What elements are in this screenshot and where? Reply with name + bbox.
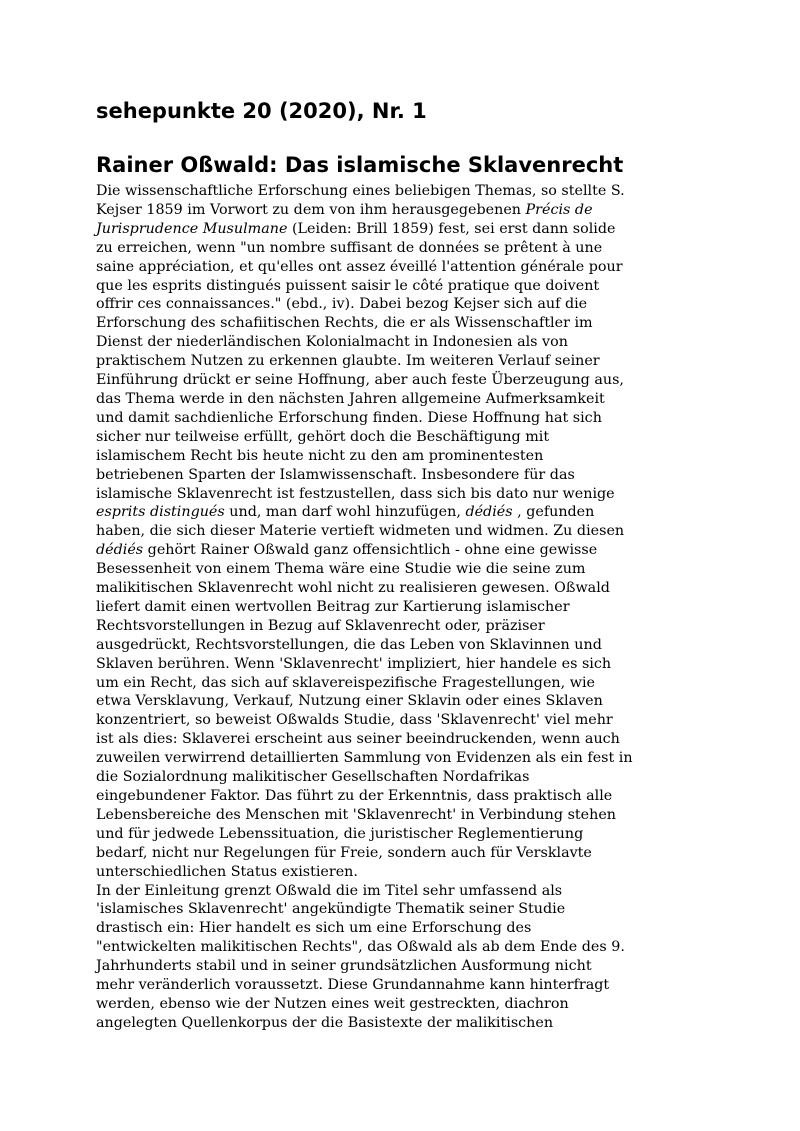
text-segment: islamische Sklavenrecht ist festzustellen, dass sich bis dato nur wenige — [96, 485, 615, 502]
text-segment: und, man darf wohl hinzufügen, — [224, 504, 466, 521]
body-line — [96, 333, 716, 352]
body-line — [96, 674, 716, 693]
body-line — [96, 447, 716, 466]
text-segment: Sklaven berühren. Wenn 'Sklavenrecht' impliziert, hier handele es sich — [96, 655, 612, 672]
text-segment: liefert damit einen wertvollen Beitrag zur Kartierung islamischer — [96, 598, 570, 615]
body-line — [96, 409, 716, 428]
text-segment: die Sozialordnung malikitischer Gesellschaften Nordafrikas — [96, 769, 530, 786]
body-line — [96, 806, 716, 825]
body-line — [96, 201, 716, 220]
body-line — [96, 258, 716, 277]
italic-segment: dédiés — [465, 504, 513, 521]
text-segment: Besessenheit von einem Thema wäre eine Studie wie die seine zum — [96, 561, 586, 578]
body-line — [96, 636, 716, 655]
text-segment: zu erreichen, wenn "un nombre suffisant de données se prêtent à une — [96, 239, 603, 256]
text-segment: ist als dies: Sklaverei erscheint aus seiner beeindruckenden, wenn auch — [96, 731, 620, 748]
body-line — [96, 995, 716, 1014]
text-segment: malikitischen Sklavenrecht wohl nicht zu realisieren gewesen. Oßwald — [96, 580, 610, 597]
body-line — [96, 522, 716, 541]
body-line — [96, 503, 716, 522]
body-line — [96, 466, 716, 485]
body-line — [96, 711, 716, 730]
italic-segment: Précis de — [525, 201, 593, 218]
body-line — [96, 560, 716, 579]
text-segment: Lebensbereiche des Menschen mit 'Sklavenrecht' in Verbindung stehen — [96, 806, 617, 823]
italic-segment: dédiés — [96, 542, 144, 559]
text-segment: Dienst der niederländischen Kolonialmacht in Indonesien als von — [96, 334, 568, 351]
text-segment: drastisch ein: Hier handelt es sich um eine Erforschung des — [96, 920, 532, 937]
body-line — [96, 938, 716, 957]
body-line — [96, 825, 716, 844]
text-segment: mehr veränderlich voraussetzt. Diese Grundannahme kann hinterfragt — [96, 977, 610, 994]
text-segment: sicher nur teilweise erfüllt, gehört doch die Beschäftigung mit — [96, 428, 550, 445]
text-segment: Erforschung des schafiitischen Rechts, die er als Wissenschaftler im — [96, 315, 593, 332]
text-segment: praktischem Nutzen zu erkennen glaubte. Im weiteren Verlauf seiner — [96, 353, 600, 370]
body-line — [96, 541, 716, 560]
body-line — [96, 692, 716, 711]
body-line — [96, 277, 716, 296]
text-segment: saine appréciation, et qu'elles ont assez éveillé l'attention générale pour — [96, 258, 623, 275]
text-segment: "entwickelten malikitischen Rechts", das Oßwald als ab dem Ende des 9. — [96, 939, 625, 956]
text-segment: que les esprits distingués puissent saisir le côté pratique que doivent — [96, 277, 600, 294]
text-segment: Die wissenschaftliche Erforschung eines beliebigen Themas, so stellte S. — [96, 183, 625, 199]
body-line — [96, 485, 716, 504]
body-line — [96, 957, 716, 976]
text-segment: Rechtsvorstellungen in Bezug auf Sklavenrecht oder, präziser — [96, 617, 545, 634]
body-line — [96, 1014, 716, 1033]
body-line — [96, 182, 716, 201]
text-segment: Kejser 1859 im Vorwort zu dem von ihm herausgegebenen — [96, 201, 526, 218]
body-line — [96, 428, 716, 447]
text-segment: , gefunden — [512, 504, 595, 521]
body-line — [96, 598, 716, 617]
text-segment: betriebenen Sparten der Islamwissenschaft. Insbesondere für das — [96, 466, 575, 483]
text-segment: In der Einleitung grenzt Oßwald die im Titel sehr umfassend als — [96, 882, 563, 899]
body-line — [96, 882, 716, 901]
text-segment: (Leiden: Brill 1859) fest, sei erst dann solide — [287, 220, 616, 237]
review-title: Rainer Oßwald: Das islamische Sklavenrecht — [96, 153, 624, 177]
text-segment: Einführung drückt er seine Hoffnung, aber auch feste Überzeugung aus, — [96, 372, 624, 389]
text-segment: werden, ebenso wie der Nutzen eines weit gestreckten, diachron — [96, 995, 569, 1012]
body-line — [96, 768, 716, 787]
body-line — [96, 900, 716, 919]
body-line — [96, 314, 716, 333]
body-line — [96, 390, 716, 409]
text-segment: zuweilen verwirrend detaillierten Sammlung von Evidenzen als ein fest in — [96, 750, 633, 767]
body-line — [96, 919, 716, 938]
text-segment: eingebundener Faktor. Das führt zu der Erkenntnis, dass praktisch alle — [96, 788, 613, 804]
text-segment: 'islamisches Sklavenrecht' angekündigte Thematik seiner Studie — [96, 901, 566, 918]
text-segment: und für jedwede Lebenssituation, die juristischer Reglementierung — [96, 825, 584, 842]
text-segment: konzentriert, so beweist Oßwalds Studie, dass 'Sklavenrecht' viel mehr — [96, 712, 613, 729]
text-segment: unterschiedlichen Status existieren. — [96, 863, 358, 880]
body-line — [96, 787, 716, 806]
text-segment: gehört Rainer Oßwald ganz offensichtlich - ohne eine gewisse — [143, 542, 598, 559]
text-segment: angelegten Quellenkorpus der die Basistexte der malikitischen — [96, 1014, 554, 1031]
italic-segment: esprits distingués — [96, 504, 225, 521]
italic-segment: Jurisprudence Musulmane — [96, 220, 288, 237]
text-segment: bedarf, nicht nur Regelungen für Freie, sondern auch für Versklavte — [96, 844, 592, 861]
text-segment: islamischem Recht bis heute nicht zu den am prominentesten — [96, 447, 544, 464]
body-line — [96, 863, 716, 882]
text-segment: Jahrhunderts stabil und in seiner grundsätzlichen Ausformung nicht — [96, 958, 592, 975]
text-segment: offrir ces connaissances." (ebd., iv). Dabei bezog Kejser sich auf die — [96, 296, 588, 313]
text-segment: haben, die sich dieser Materie vertieft widmeten und widmen. Zu diesen — [96, 523, 625, 540]
body-line — [96, 220, 716, 239]
body-line — [96, 976, 716, 995]
body-line — [96, 371, 716, 390]
body-line — [96, 730, 716, 749]
body-line — [96, 295, 716, 314]
text-segment: etwa Versklavung, Verkauf, Nutzung einer Sklavin oder eines Sklaven — [96, 693, 603, 710]
text-segment: das Thema werde in den nächsten Jahren allgemeine Aufmerksamkeit — [96, 390, 605, 407]
body-line — [96, 352, 716, 371]
body-line — [96, 844, 716, 863]
text-segment: und damit sachdienliche Erforschung finden. Diese Hoffnung hat sich — [96, 409, 602, 426]
body-line — [96, 655, 716, 674]
body-line — [96, 579, 716, 598]
body-line — [96, 749, 716, 768]
text-segment: ausgedrückt, Rechtsvorstellungen, die das Leben von Sklavinnen und — [96, 636, 602, 653]
journal-heading: sehepunkte 20 (2020), Nr. 1 — [96, 99, 427, 123]
text-segment: um ein Recht, das sich auf sklavereispezifische Fragestellungen, wie — [96, 674, 595, 691]
review-body — [96, 182, 716, 1033]
body-line — [96, 617, 716, 636]
body-line — [96, 239, 716, 258]
